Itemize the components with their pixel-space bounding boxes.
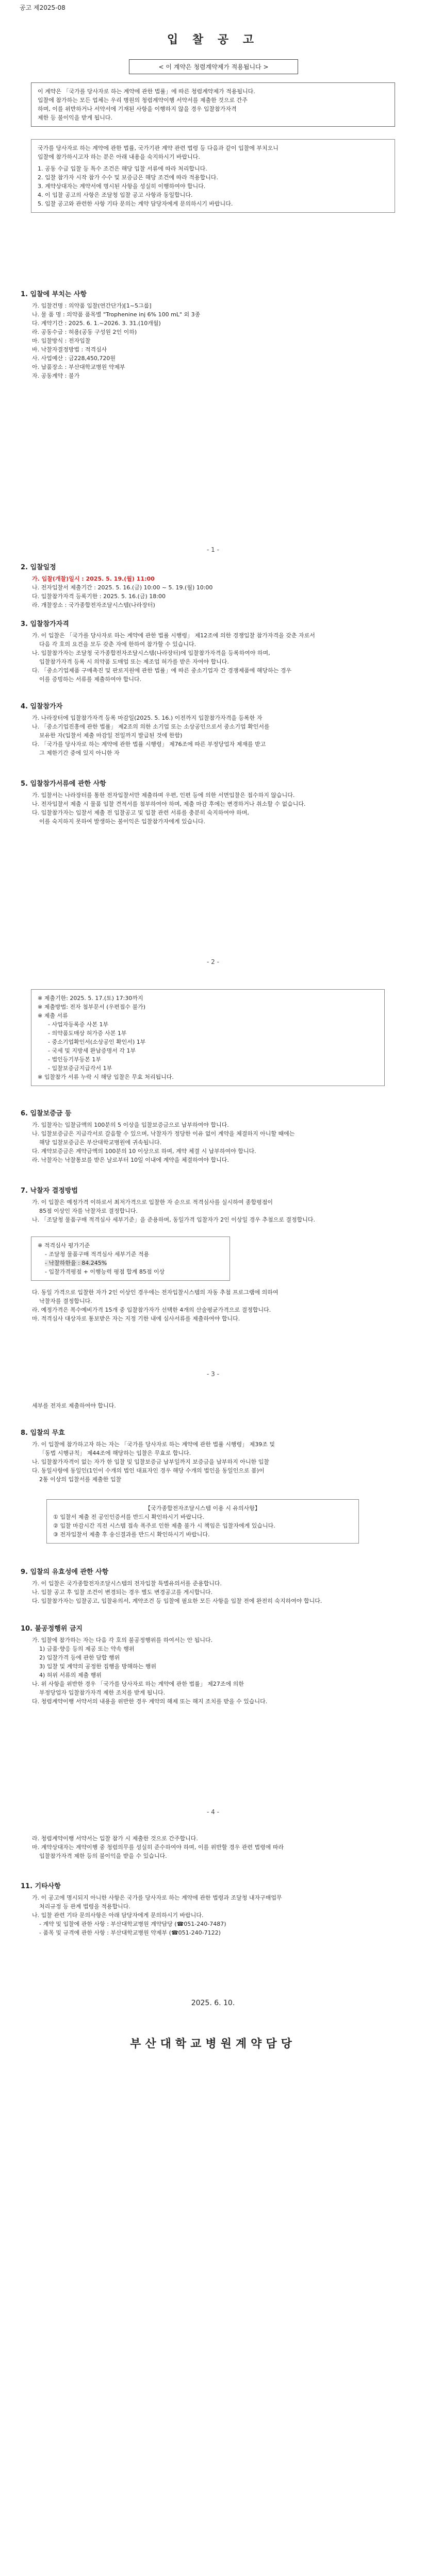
section-4 bbox=[21, 701, 402, 757]
section-7-extra bbox=[21, 1288, 402, 1323]
section-title: 10. 불공정행위 금지 bbox=[21, 1625, 83, 1633]
box-line bbox=[38, 1259, 223, 1267]
section-item: 다. 청렴계약이행 서약서의 내용을 위반한 경우 계약의 해제 또는 해지 조치를 받을 수 있습니다. bbox=[32, 1698, 268, 1705]
section-item: 나. 입찰 관련 기타 문의사항은 아래 담당자에게 문의하시기 바랍니다. bbox=[32, 1912, 204, 1919]
notice-line: 입찰에 참가하는 모든 업체는 우리 병원의 청렴계약이행 서약서를 제출한 것으로 간주 bbox=[38, 97, 248, 104]
page-number: - 4 - bbox=[207, 1808, 219, 1816]
section-title: 11. 기타사항 bbox=[21, 1883, 61, 1890]
section-title: 4. 입찰참가자 bbox=[21, 703, 63, 710]
section-7 bbox=[21, 1185, 402, 1224]
section-item: 가. 입찰서는 나라장터를 통한 전자입찰서만 제출하며 우편, 인편 등에 의한 서면입찰은 접수하지 않습니다. bbox=[32, 792, 295, 799]
section-item: 마. 적격심사 대상자로 통보받은 자는 지정 기한 내에 심사서류를 제출하여야 합니다. bbox=[32, 1315, 240, 1322]
box-line: ※ 제출방법: 전자 첨부문서 (우편접수 불가) bbox=[38, 1004, 146, 1010]
section-item: 나. 입찰 공고 후 입찰 조건이 변경되는 경우 별도 변경공고를 게시합니다. bbox=[32, 1589, 213, 1596]
section-item: 가. 입찰자는 입찰금액의 100분의 5 이상을 입찰보증금으로 납부하여야 합니다. bbox=[32, 1122, 229, 1128]
notice-line: 하며, 이를 위반하거나 서약서에 기재된 사항을 이행하지 않을 경우 입찰참가자격 bbox=[38, 106, 237, 112]
instruction-line: 1. 공동 수급 입찰 등 특수 조건은 해당 입찰 서류에 따라 처리합니다. bbox=[38, 165, 207, 172]
section-item: 가. 이 입찰은 「국가를 당사자로 하는 계약에 관한 법률 시행령」 제12조에 의한 경쟁입찰 참가자격을 갖춘 자로서 bbox=[32, 632, 315, 639]
section-item: 가. 입찰건명 : 의약품 입찰(연간단가)[1~5그룹] bbox=[32, 302, 152, 309]
section-item: 나. 「조달청 물품구매 적격심사 세부기준」을 준용하며, 동일가격 입찰자가 2인 이상일 경우 추첨으로 결정합니다. bbox=[32, 1216, 315, 1223]
box-line: ※ 제출 서류 bbox=[38, 1012, 68, 1019]
section-item: - 품목 및 규격에 관한 사항 : 부산대학교병원 약제부 (☎051-240-7122) bbox=[39, 1929, 221, 1936]
section-item: 다. 입찰참가자격 등록기한 : 2025. 5. 16.(금) 18:00 bbox=[32, 593, 166, 600]
section-title: 5. 입찰참가서류에 관한 사항 bbox=[21, 780, 106, 788]
section-item: 바. 낙찰자결정방법 : 적격심사 bbox=[32, 346, 107, 353]
instruction-line: 5. 입찰 공고와 관련한 사항 기타 문의는 계약 담당자에게 문의하시기 바랍니다. bbox=[38, 200, 233, 207]
section-item: 가. 나라장터에 입찰참가자격 등록 마감일(2025. 5. 16.) 이전까지 입찰참가자격을 등록한 자 bbox=[32, 715, 263, 721]
section-6 bbox=[21, 1108, 402, 1164]
page-number: - 3 - bbox=[207, 1370, 219, 1378]
section-9 bbox=[21, 1566, 402, 1605]
section-item: 가. 입찰에 참가하는 자는 다음 각 호의 불공정행위를 하여서는 안 됩니다. bbox=[32, 1637, 213, 1643]
box-line: - 사업자등록증 사본 1부 bbox=[48, 1021, 109, 1028]
box-line: - 국세 및 지방세 완납증명서 각 1부 bbox=[48, 1047, 136, 1054]
instruction-line: 국가를 당사자로 하는 계약에 관한 법률, 국가기관 계약 관련 법령 등 다음과 같이 입찰에 부치오니 bbox=[38, 145, 278, 151]
section-item bbox=[21, 574, 402, 583]
section-item: 라. 청렴계약이행 서약서는 입찰 참가 시 제출한 것으로 간주합니다. bbox=[32, 1835, 198, 1842]
section-item: 다. 「국가를 당사자로 하는 계약에 관한 법률 시행령」 제76조에 따른 부정당업자 제재를 받고 bbox=[32, 741, 266, 748]
section-item: 나. 입찰참가자격이 없는 자가 한 입찰 및 입찰보증금 납부일까지 보증금을 납부하지 아니한 입찰 bbox=[32, 1459, 269, 1465]
section-item: 가. 이 입찰에 참가하고자 하는 자는 「국가를 당사자로 하는 계약에 관한 법률 시행령」 제39조 및 bbox=[32, 1441, 275, 1448]
section-item: 이를 숙지하지 못하여 발생하는 불이익은 입찰참가자에게 있습니다. bbox=[39, 818, 206, 825]
submission-docs-box bbox=[31, 989, 385, 1086]
section-item: 라. 개찰장소 : 국가종합전자조달시스템(나라장터) bbox=[32, 602, 155, 608]
instructions-box bbox=[31, 139, 395, 213]
box-line: - 입찰가격평점 + 이행능력 평점 합계 85점 이상 bbox=[45, 1268, 165, 1275]
section-2 bbox=[21, 562, 402, 609]
section-5 bbox=[21, 778, 402, 826]
section-item: 처리규정 등 관계 법령을 적용합니다. bbox=[39, 1903, 130, 1910]
section-item: 「동법 시행규칙」 제44조에 해당하는 입찰은 무효로 합니다. bbox=[39, 1450, 191, 1456]
section-item: 다. 입찰참가자는 입찰서 제출 전 입찰공고 및 입찰 관련 서류를 충분히 숙지하여야 하며, bbox=[32, 809, 249, 816]
section-title: 7. 낙찰자 결정방법 bbox=[21, 1187, 78, 1195]
box-line: - 의약품도매상 허가증 사본 1부 bbox=[48, 1030, 127, 1037]
notice-line: 제한 등 불이익을 받게 됩니다. bbox=[38, 114, 112, 121]
section-item: 나. 위 사항을 위반한 경우 「국가를 당사자로 하는 계약에 관한 법률」 제27조에 의한 bbox=[32, 1681, 244, 1687]
box-line: 【국가종합전자조달시스템 이용 시 유의사항】 bbox=[145, 1505, 260, 1512]
section-item: 나. 물 품 명 : 의약품 품목별 "Trophenine inj 6% 100 mL" 외 3종 bbox=[32, 311, 201, 318]
section-title: 6. 입찰보증금 등 bbox=[21, 1110, 72, 1117]
box-line: - 조달청 물품구매 적격심사 세부기준 적용 bbox=[45, 1251, 150, 1258]
section-item: 2통 이상의 입찰서를 제출한 입찰 bbox=[39, 1476, 122, 1483]
box-line: ※ 적격심사 평가기준 bbox=[38, 1242, 90, 1249]
section-item: 다음 각 호의 요건을 모두 갖춘 자에 한하여 참가할 수 있습니다. bbox=[39, 641, 196, 648]
box-line: ※ 제출기한: 2025. 5. 17.(토) 17:30까지 bbox=[38, 995, 143, 1002]
section-item: 라. 예정가격은 복수예비가격 15개 중 입찰참가자가 선택한 4개의 산술평균가격으로 결정합니다. bbox=[32, 1307, 271, 1313]
section-item: 아. 납품장소 : 부산대학교병원 약제부 bbox=[32, 364, 125, 370]
instruction-line: 입찰에 참가하시고자 하는 분은 아래 내용을 숙지하시기 바랍니다. bbox=[38, 154, 200, 160]
section-item: 보유한 자(입찰서 제출 마감일 전일까지 발급된 것에 한함) bbox=[39, 732, 183, 739]
box-line: - 입찰보증금지급각서 1부 bbox=[48, 1065, 112, 1072]
section-title: 1. 입찰에 부치는 사항 bbox=[21, 291, 87, 298]
page-number: - 1 - bbox=[207, 546, 219, 553]
section-item: 다. 입찰참가자는 입찰공고, 입찰유의서, 계약조건 등 입찰에 필요한 모든 사항을 입찰 전에 완전히 숙지하여야 합니다. bbox=[32, 1598, 322, 1604]
evaluation-criteria-box bbox=[31, 1236, 230, 1281]
section-title: 9. 입찰의 유효성에 관한 사항 bbox=[21, 1568, 109, 1576]
section-item: 입찰참가자격 등록 시 의약품 도매업 또는 제조업 허가를 받은 자여야 합니다. bbox=[39, 658, 229, 665]
section-item: 입찰참가자격 제한 등의 불이익을 받을 수 있습니다. bbox=[39, 1853, 167, 1859]
section-item: 해당 입찰보증금은 부산대학교병원에 귀속됩니다. bbox=[39, 1139, 162, 1146]
section-item: 2) 입찰가격 등에 관한 담합 행위 bbox=[39, 1654, 120, 1661]
section-item: 다. 계약보증금은 계약금액의 100분의 10 이상으로 하며, 계약 체결 시 납부하여야 합니다. bbox=[32, 1148, 256, 1155]
section-item: 자. 공동계약 : 불가 bbox=[32, 372, 80, 379]
section-3 bbox=[21, 618, 402, 684]
section-item: 다. 동일사항에 동일인(1인이 수개의 법인 대표자인 경우 해당 수개의 법인을 동일인으로 봄)이 bbox=[32, 1467, 265, 1474]
section-item: 라. 공동수급 : 허용(공동 구성원 2인 이하) bbox=[32, 329, 137, 335]
section-item: 다. 「중소기업제품 구매촉진 및 판로지원에 관한 법률」에 따른 중소기업자 간 경쟁제품에 해당하는 경우 bbox=[32, 667, 292, 674]
section-item: 다. 동일 가격으로 입찰한 자가 2인 이상인 경우에는 전자입찰시스템의 자동 추첨 프로그램에 의하여 bbox=[32, 1289, 278, 1296]
integrity-subtitle: < 이 계약은 청렴계약제가 적용됩니다 > bbox=[129, 59, 298, 74]
section-item: 그 제한기간 중에 있지 아니한 자 bbox=[39, 750, 120, 756]
section-item: 가. 이 공고에 명시되지 아니한 사항은 국가를 당사자로 하는 계약에 관한 법령과 조달청 내자구매업무 bbox=[32, 1894, 282, 1901]
bid-date: 가. 입찰(개찰)일시 : 2025. 5. 19.(월) 11:00 bbox=[32, 575, 155, 582]
section-item: 나. 입찰참가자는 조달청 국가종합전자조달시스템(나라장터)에 입찰참가자격을 등록하여야 하며, bbox=[32, 650, 270, 656]
instruction-line: 2. 입찰 참가자 시작 참가 수수 및 보증금은 해당 조건에 따라 적용합니다. bbox=[38, 174, 218, 181]
section-item: 나. 전자입찰서 제출 시 물품 입찰 견적서를 첨부하여야 하며, 제출 마감 후에는 변경하거나 취소할 수 없습니다. bbox=[32, 801, 306, 807]
section-item: 나. 「중소기업진흥에 관한 법률」 제2조의 의한 소기업 또는 소상공인으로서 중소기업 확인서를 bbox=[32, 723, 270, 730]
section-item: 나. 입찰보증금은 지급각서로 갈음할 수 있으며, 낙찰자가 정당한 이유 없이 계약을 체결하지 아니할 때에는 bbox=[32, 1130, 295, 1137]
section-item: 마. 입찰방식 : 전자입찰 bbox=[32, 337, 91, 344]
box-line: ※ 입찰참가 서류 누락 시 해당 입찰은 무효 처리됩니다. bbox=[38, 1074, 174, 1080]
section-item: 다. 계약기간 : 2025. 6. 1.~2026. 3. 31.(10개월) bbox=[32, 320, 161, 327]
box-line: - 법인등기부등본 1부 bbox=[48, 1056, 101, 1063]
section-item: 이를 증빙하는 서류를 제출하여야 합니다. bbox=[39, 676, 142, 683]
section-item: 부정당업자 입찰참가자격 제한 조치를 받게 됩니다. bbox=[39, 1689, 166, 1696]
integrity-notice-box bbox=[31, 82, 395, 127]
box-line: - 중소기업확인서(소상공인 확인서) 1부 bbox=[48, 1039, 146, 1045]
section-item: 라. 낙찰자는 낙찰통보를 받은 날로부터 10일 이내에 계약을 체결하여야 합니다. bbox=[32, 1157, 229, 1163]
section-title: 8. 입찰의 무효 bbox=[21, 1429, 65, 1437]
section-item: 85점 이상인 자를 낙찰자로 결정합니다. bbox=[39, 1208, 138, 1214]
section-item: 1) 금품·향응 등의 제공 또는 약속 행위 bbox=[39, 1646, 135, 1652]
issuing-organization: 부산대학교병원계약담당 bbox=[130, 2038, 296, 2050]
notice-line: 이 계약은 「국가를 당사자로 하는 계약에 관한 법률」에 따른 청렴계약제가 적용됩니다. bbox=[38, 88, 255, 95]
section-title: 3. 입찰참가자격 bbox=[21, 620, 69, 628]
section-item: 나. 전자입찰서 제출기간 : 2025. 5. 16.(금) 10:00 ~ 5. 19.(월) 10:00 bbox=[32, 584, 213, 591]
issue-date: 2025. 6. 10. bbox=[191, 1999, 235, 2007]
section-item: 가. 이 입찰은 국가종합전자조달시스템의 전자입찰 특별유의서를 준용합니다. bbox=[32, 1580, 222, 1587]
section-item: 마. 계약상대자는 계약이행 중 청렴의무를 성실히 준수하여야 하며, 이를 위반할 경우 관련 법령에 따라 bbox=[32, 1844, 284, 1851]
section-11 bbox=[21, 1880, 402, 1937]
page-title: 입 찰 공 고 bbox=[167, 33, 259, 46]
instruction-line: 4. 이 입찰 공고의 사항은 조달청 입찰 공고 사항과 동일합니다. bbox=[38, 192, 193, 198]
box-line: ③ 전자입찰서 제출 후 송신결과를 반드시 확인하시기 바랍니다. bbox=[53, 1531, 210, 1538]
section-10 bbox=[21, 1623, 402, 1706]
instruction-line: 3. 계약상대자는 계약서에 명시된 사항을 성실히 이행하여야 합니다. bbox=[38, 183, 206, 190]
section-item: 4) 허위 서류의 제출 행위 bbox=[39, 1672, 102, 1679]
section-title: 2. 입찰일정 bbox=[21, 564, 56, 571]
page-number: - 2 - bbox=[207, 958, 219, 965]
document-number: 공고 제2025-08 bbox=[20, 4, 65, 11]
section-item: 세부를 전자로 제출하여야 합니다. bbox=[32, 1402, 116, 1409]
box-line: ② 입찰 마감시간 직전 시스템 접속 폭주로 인한 제출 불가 시 책임은 입찰자에게 있습니다. bbox=[53, 1522, 275, 1529]
section-item: 3) 입찰 및 계약의 공정한 집행을 방해하는 행위 bbox=[39, 1663, 157, 1670]
e-procurement-notice-box bbox=[46, 1499, 359, 1544]
section-item: 낙찰자를 결정합니다. bbox=[39, 1298, 92, 1304]
section-item: - 계약 및 입찰에 관한 사항 : 부산대학교병원 계약담당 (☎051-240-7487) bbox=[39, 1921, 226, 1927]
threshold-rate: - 낙찰하한율 : 84.245% bbox=[45, 1260, 107, 1266]
section-8 bbox=[21, 1427, 402, 1484]
section-item: 가. 이 입찰은 예정가격 이하로서 최저가격으로 입찰한 자 순으로 적격심사를 실시하여 종합평점이 bbox=[32, 1199, 273, 1206]
section-10-extra bbox=[21, 1834, 402, 1860]
section-1 bbox=[21, 289, 402, 380]
box-line: ① 입찰서 제출 전 공인인증서를 반드시 확인하시기 바랍니다. bbox=[53, 1514, 204, 1520]
section-item: 사. 사업예산 : 금228,450,720원 bbox=[32, 355, 116, 362]
